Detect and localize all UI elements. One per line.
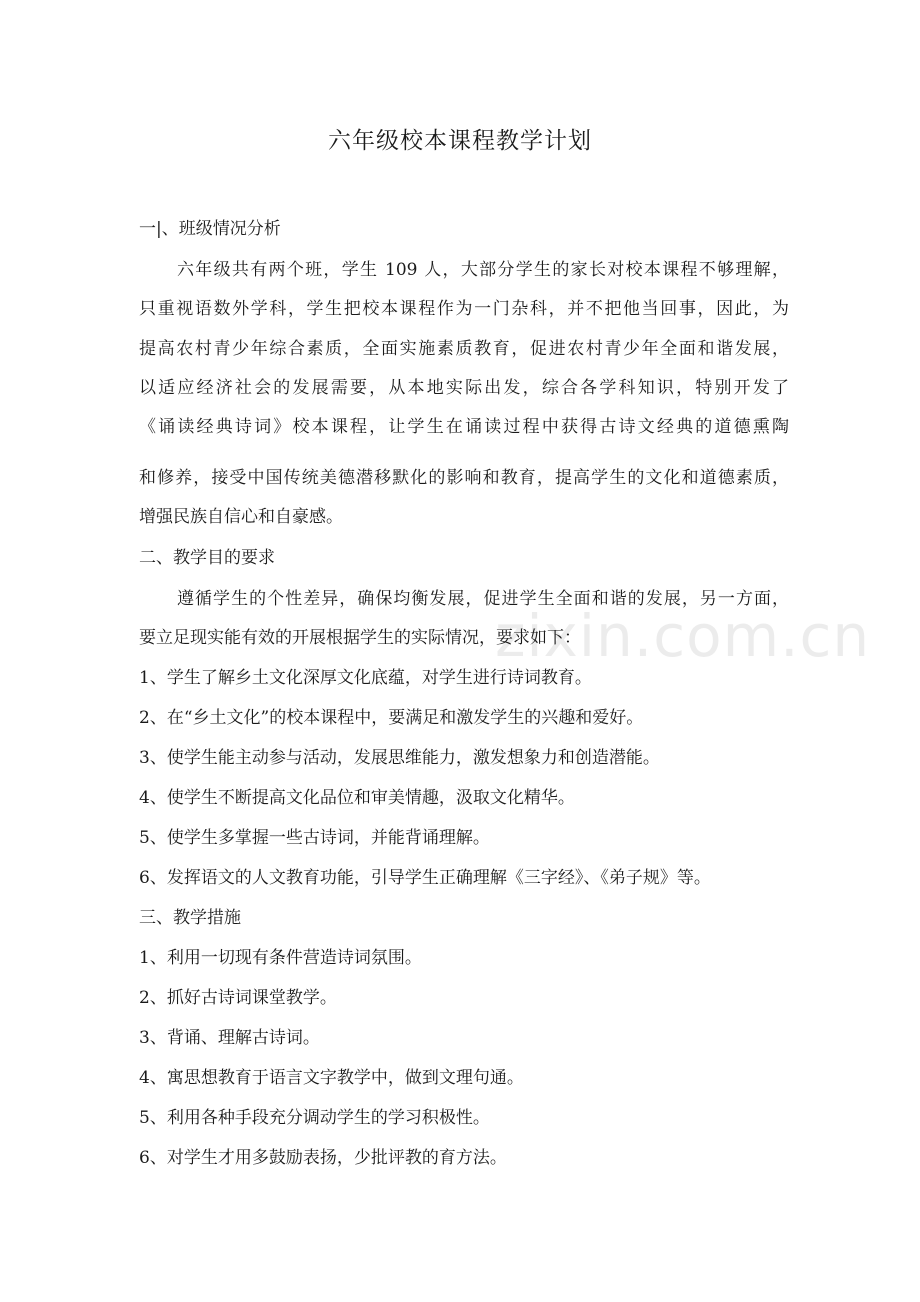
section-1-heading: 一|、班级情况分析 xyxy=(139,219,281,239)
section-2-item-6: 6、发挥语文的人文教育功能，引导学生正确理解《三字经》、《弟子规》等。 xyxy=(139,868,711,888)
section-3-item-2: 2、抓好古诗词课堂教学。 xyxy=(139,988,337,1008)
section-2-item-1: 1、学生了解乡土文化深厚文化底蕴，对学生进行诗词教育。 xyxy=(139,668,592,688)
section-2-item-2: 2、在“乡土文化”的校本课程中，要满足和激发学生的兴趣和爱好。 xyxy=(139,708,644,728)
section-2-line-2: 要立足现实能有效的开展根据学生的实际情况，要求如下： xyxy=(139,628,581,648)
section-3-item-1: 1、利用一切现有条件营造诗词氛围。 xyxy=(139,948,422,968)
section-3-item-6: 6、对学生才用多鼓励表扬，少批评教的育方法。 xyxy=(139,1148,507,1168)
section-3-item-5: 5、利用各种手段充分调动学生的学习积极性。 xyxy=(139,1108,490,1128)
section-2-line-1: 遵循学生的个性差异，确保均衡发展，促进学生全面和谐的发展，另一方面， xyxy=(177,589,789,609)
section-2-item-4: 4、使学生不断提高文化品位和审美情趣，汲取文化精华。 xyxy=(139,788,575,808)
section-1-line-7: 增强民族自信心和自豪感。 xyxy=(139,507,343,527)
section-1-line-4: 以适应经济社会的发展需要，从本地实际出发，综合各学科知识，特别开发了 xyxy=(139,378,789,398)
document-title: 六年级校本课程教学计划 xyxy=(328,128,592,154)
section-1-line-6: 和修养，接受中国传统美德潜移默化的影响和教育，提高学生的文化和道德素质， xyxy=(139,468,789,488)
section-2-item-3: 3、使学生能主动参与活动，发展思维能力，激发想象力和创造潜能。 xyxy=(139,748,660,768)
section-3-item-4: 4、寓思想教育于语言文字教学中，做到文理句通。 xyxy=(139,1068,524,1088)
section-2-heading: 二、教学目的要求 xyxy=(139,548,275,568)
section-1-line-2: 只重视语数外学科，学生把校本课程作为一门杂科，并不把他当回事，因此，为 xyxy=(139,299,789,319)
section-3-item-3: 3、背诵、理解古诗词。 xyxy=(139,1028,320,1048)
section-1-line-5: 《诵读经典诗词》校本课程，让学生在诵读过程中获得古诗文经典的道德熏陶 xyxy=(139,417,789,437)
section-2-item-5: 5、使学生多掌握一些古诗词，并能背诵理解。 xyxy=(139,828,490,848)
section-1-line-1: 六年级共有两个班，学生 109 人，大部分学生的家长对校本课程不够理解， xyxy=(177,260,789,280)
section-1-line-3: 提高农村青少年综合素质，全面实施素质教育，促进农村青少年全面和谐发展， xyxy=(139,339,789,359)
section-3-heading: 三、教学措施 xyxy=(139,908,241,928)
watermark-text: zixin.com.cn xyxy=(495,602,871,670)
